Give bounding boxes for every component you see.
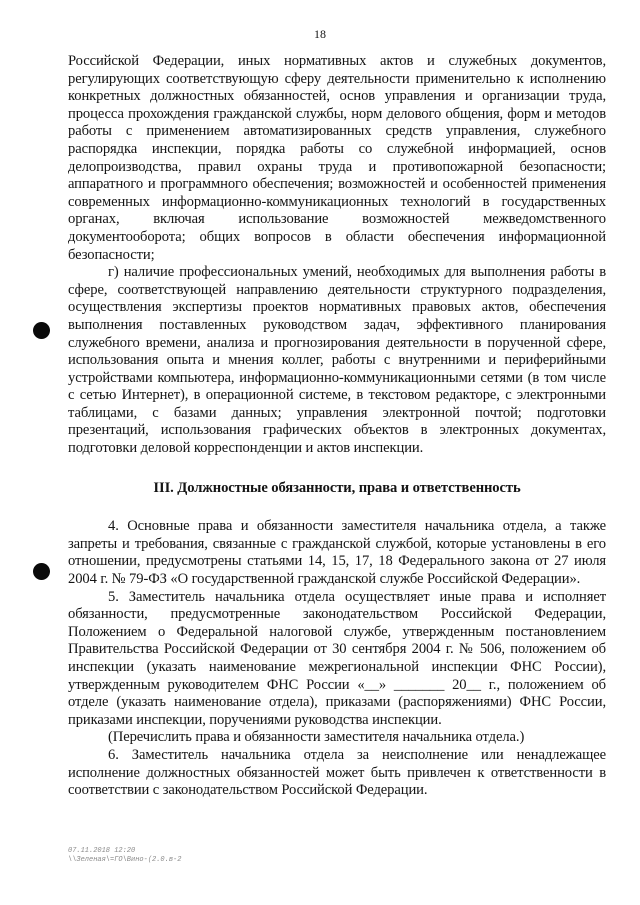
footer-stamp — [68, 847, 181, 865]
paragraph-note: (Перечислить права и обязанности заместителя начальника отдела.) — [108, 729, 525, 746]
continuation-paragraph: Российской Федерации, иных нормативных актов и служебных документов, регулирующих соответствующую сферу деятельности применительно к исполнению конкретных должностных обязанностей, основ управления и организации труда, процесса прохождения гражданской службы, норм делового общения, форм и методов работы с применением автоматизированных средств управления, служебного распорядка инспекции, порядка работы со служебной информацией, основ делопроизводства, правил охраны труда и противопожарной безопасности; аппаратного и программного обеспечения; возможностей и особенностей применения современных информационно-коммуникационных технологий в государственных органах, включая использование возможностей межведомственного документооборота; общих вопросов в области обеспечения информационной безопасности; — [68, 53, 606, 263]
page-number: 18 — [314, 27, 326, 41]
paragraph-5: 5. Заместитель начальника отдела осуществляет иные права и исполняет обязанности, предусмотренные законодательством Российской Федерации, Положением о Федеральной налоговой службе, утвержденным постановлением Правительства Российской Федерации от 30 сентября 2004 г. № 506, положением об инспекции (указать наименование межрегиональной инспекции ФНС России), утвержденным руководителем ФНС России «__» _______ 20__ г., положением об отделе (указать наименование отдела), приказами (распоряжениями) ФНС России, приказами инспекции, поручениями руководства инспекции. — [68, 588, 606, 728]
footer-file-path: \\Зеленая\=ГО\Вино-(2.0.в-2 — [68, 856, 182, 864]
punch-hole-mark — [33, 563, 50, 580]
punch-hole-mark — [33, 322, 50, 339]
paragraph-6: 6. Заместитель начальника отдела за неисполнение или ненадлежащее исполнение должностных обязанностей может быть привлечен к ответственности в соответствии с законодательством Российской Федерации. — [68, 746, 606, 799]
paragraph-item-g: г) наличие профессиональных умений, необходимых для выполнения работы в сфере, соответствующей направлению деятельности структурного подразделения, осуществления экспертизы проектов нормативных правовых актов, обеспечения выполнения поставленных руководством задач, эффективного планирования служебного времени, анализа и прогнозирования деятельности в порученной сфере, использования опыта и мнения коллег, работы с внутренними и периферийными устройствами компьютера, информационно-коммуникационными сетями (в том числе с сетью Интернет), в операционной системе, в текстовом редакторе, с электронными таблицами, с базами данных; управления электронной почтой; подготовки презентаций, использования графических объектов в электронных документах, подготовки деловой корреспонденции и актов инспекции. — [68, 264, 606, 457]
section-heading: III. Должностные обязанности, права и ответственность — [153, 479, 521, 496]
paragraph-4: 4. Основные права и обязанности заместителя начальника отдела, а также запреты и требования, связанные с гражданской службой, которые установлены в его отношении, предусмотрены статьями 14, 15, 17, 18 Федерального закона от 27 июля 2004 г. № 79-ФЗ «О государственной гражданской службе Российской Федерации». — [68, 518, 606, 588]
document-body — [68, 53, 606, 800]
footer-timestamp: 07.11.2018 12:20 — [68, 847, 136, 855]
